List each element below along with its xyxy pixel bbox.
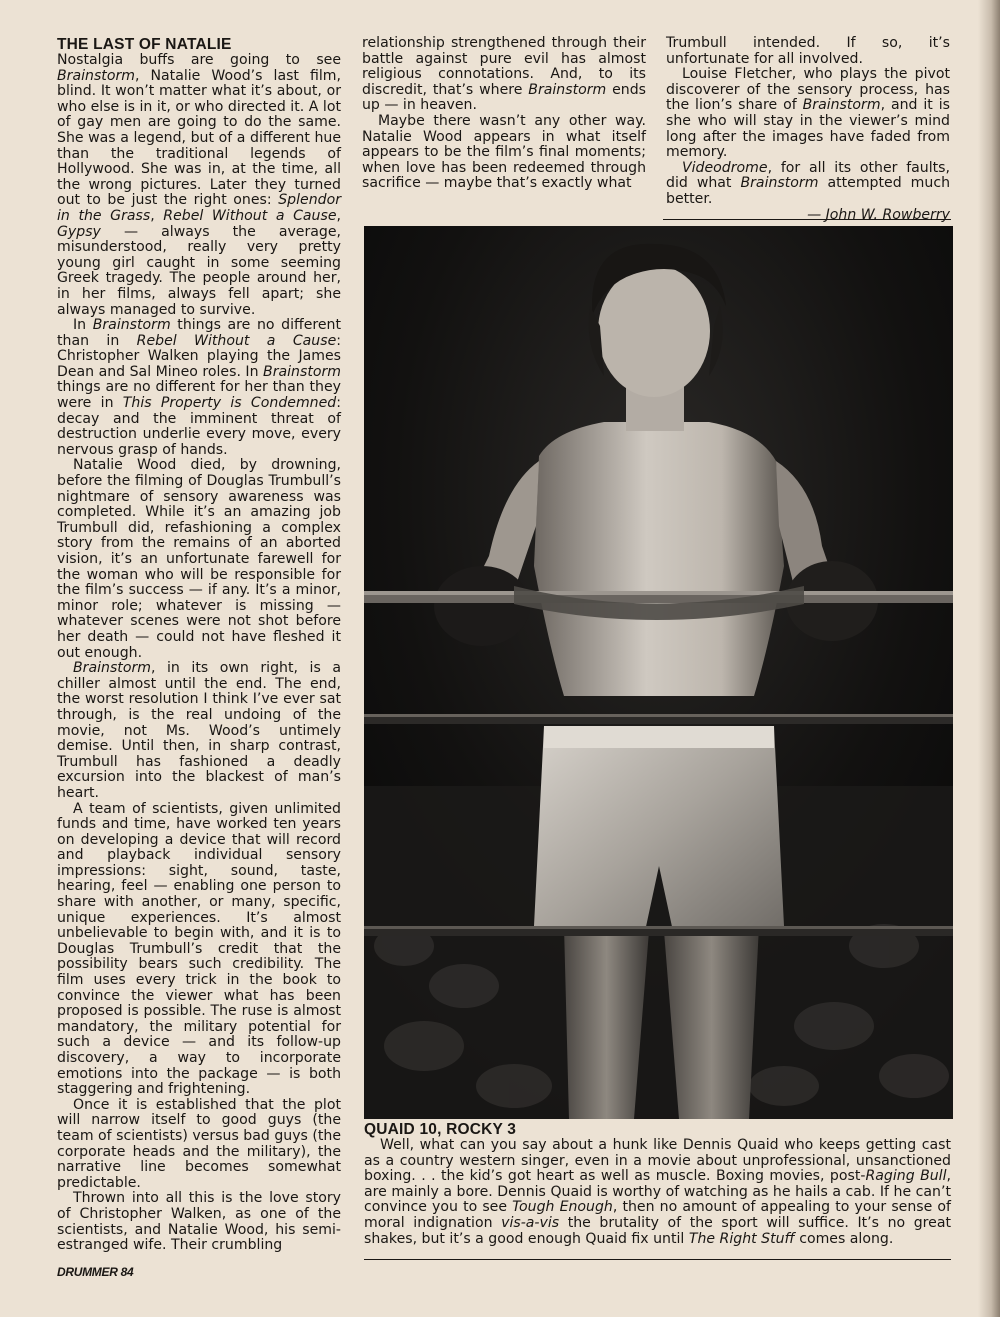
article-column-2: [362, 36, 646, 192]
article-paragraph: Brainstorm, in its own right, is a chiller almost until the end. The end, the worst resolution I think I’ve ever sat through, is the real undoing of the movie, not Ms. Wood’s untimely demise. Until then, in sharp contrast, Trumbull has fashioned a deadly excursion into the blackest of man’s heart.: [57, 660, 341, 801]
page-folio: DRUMMER 84: [57, 1265, 134, 1279]
column-divider-rule: [663, 219, 951, 220]
article-paragraph: Videodrome, for all its other faults, did what Brainstorm attempted much better.: [666, 159, 950, 207]
article-column-3: [666, 36, 950, 223]
article-paragraph: Once it is established that the plot will narrow itself to good guys (the team of scientists) versus bad guys (the corporate heads and the military), the narrative line becomes somewhat predictable.: [57, 1096, 341, 1191]
article-quaid: [364, 1121, 951, 1247]
article-headline: QUAID 10, ROCKY 3: [364, 1121, 517, 1138]
article-paragraph: In Brainstorm things are no different than in Rebel Without a Cause: Christopher Walken playing the James Dean and Sal Mineo roles. In Brainstorm things are no different for her than they were in This Property is Condemned: decay and the imminent threat of destruction underlie every move, every nervous grasp of hands.: [57, 317, 342, 458]
article-paragraph: Maybe there wasn’t any other way. Natalie Wood appears in what itself appears to be the film’s final moments; when love has been redeemed through sacrifice — maybe that’s exactly what: [362, 112, 646, 192]
article-column-1: [57, 36, 341, 1254]
article-paragraph: Well, what can you say about a hunk like Dennis Quaid who keeps getting cast as a country western singer, even in a movie about unprofessional, unsanctioned boxing. . . the kid’s got heart as well as muscle. Boxing movies, post-Raging Bull, are mainly a bore. Dennis Quaid is worthy of watching as he hails a cab. If he can’t convince you to see Tough Enough, then no amount of appealing to your sense of moral indignation vis-a-vis the brutality of the sport will suffice. It’s no great shakes, but it’s a good enough Quaid fix until The Right Stuff comes along.: [364, 1137, 952, 1247]
boxer-in-ring-photo: [364, 226, 953, 1119]
article-end-rule: [364, 1259, 951, 1260]
article-paragraph: A team of scientists, given unlimited funds and time, have worked ten years on developing a device that will record and playback individual sensory impressions: sight, sound, taste, hearing, feel — enabling one person to share with another, or many, specific, unique experiences. It’s almost unbelievable to begin with, and it is to Douglas Trumbull’s credit that the possibility bears such credibility. The film uses every trick in the book to convince the viewer what has been proposed is possible. The ruse is almost mandatory, the military potential for such a device — and its follow-up discovery, a way to incorporate emotions into the package — is both staggering and frightening.: [57, 800, 341, 1098]
article-headline: THE LAST OF NATALIE: [57, 36, 232, 53]
byline: — John W. Rowberry: [807, 206, 950, 223]
article-paragraph: Louise Fletcher, who plays the pivot discoverer of the sensory process, has the lion’s share of Brainstorm, and it is she who will stay in the viewer’s mind long after the images have faded from memory.: [666, 66, 950, 161]
article-paragraph: Nostalgia buffs are going to see Brainstorm, Natalie Wood’s last film, blind. It won’t matter what it’s about, or who else is in it, or who directed it. A lot of gay men are going to do the same. She was a legend, but of a different hue than the traditional legends of Hollywood. She was in, at the time, all the wrong pictures. Later they turned out to be just the right ones: Splendor in the Grass, Rebel Without a Cause, Gypsy — always the average, misunderstood, really very pretty young girl caught in some seeming Greek tragedy. The people around her, in her films, always fell apart; she always managed to survive.: [57, 52, 341, 318]
article-paragraph: Natalie Wood died, by drowning, before the filming of Douglas Trumbull’s nightmare of sensory awareness was completed. While it’s an amazing job Trumbull did, refashioning a complex story from the remains of an aborted vision, it’s an unfortunate farewell for the woman who will be responsible for the film’s success — if any. It’s a minor, minor role; whatever is missing — whatever scenes were not shot before her death — could not have fleshed it out enough.: [57, 457, 341, 661]
article-paragraph: Trumbull intended. If so, it’s unfortunate for all involved.: [666, 35, 950, 67]
article-paragraph: relationship strengthened through their battle against pure evil has almost religious connotations. And, to its discredit, that’s where Brainstorm ends up — in heaven.: [362, 35, 646, 114]
page-edge-shadow: [978, 0, 1000, 1317]
article-paragraph: Thrown into all this is the love story of Christopher Walken, as one of the scientists, and Natalie Wood, his semi-estranged wife. Their crumbling: [57, 1190, 341, 1254]
